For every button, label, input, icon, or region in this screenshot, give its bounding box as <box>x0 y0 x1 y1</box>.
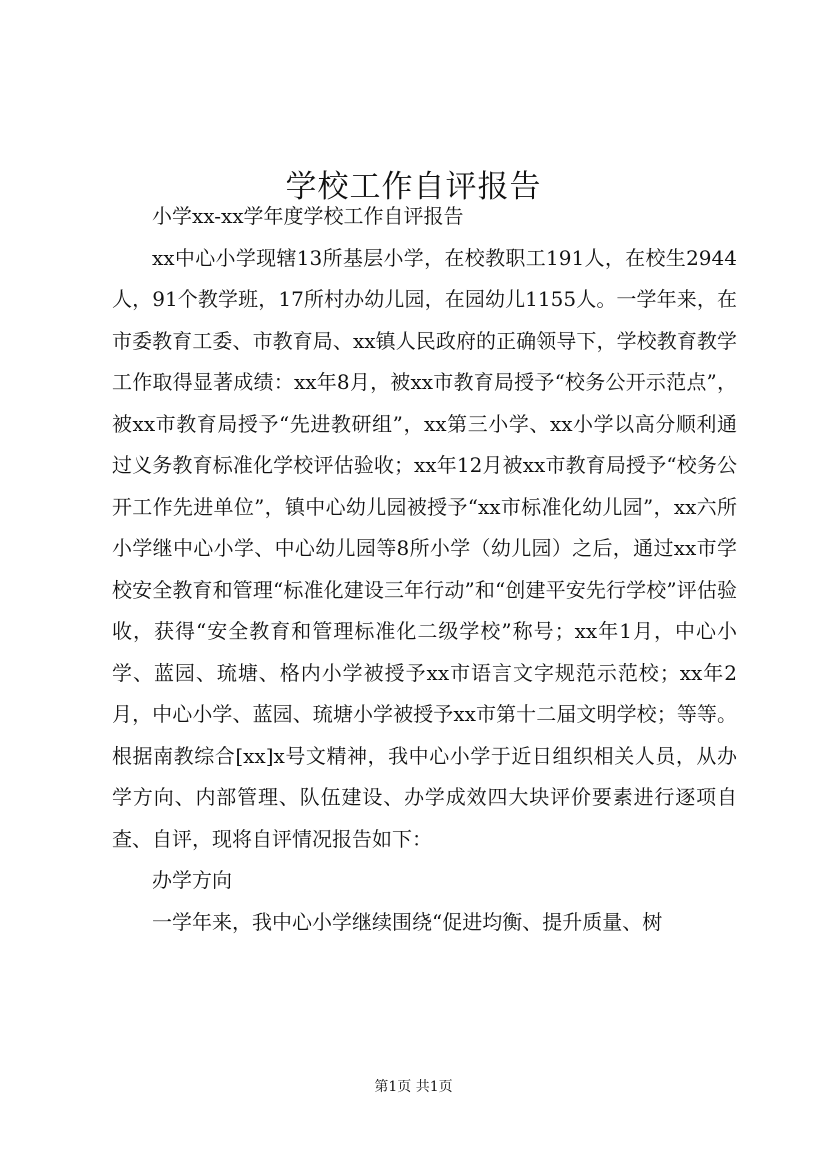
document-body <box>112 196 737 943</box>
intro-paragraph: xx中心小学现辖13所基层小学，在校教职工191人，在校生2944人，91个教学班，17所村办幼儿园，在园幼儿1155人。一学年来，在市委教育工委、市教育局、xx镇人民政府的正确领导下，学校教育教学工作取得显著成绩：xx年8月，被xx市教育局授予“校务公开示范点”，被xx市教育局授予“先进教研组”，xx第三小学、xx小学以高分顺利通过义务教育标准化学校评估验收；xx年12月被xx市教育局授予“校务公开工作先进单位”，镇中心幼儿园被授予“xx市标准化幼儿园”，xx六所小学继中心小学、中心幼儿园等8所小学（幼儿园）之后，通过xx市学校安全教育和管理“标准化建设三年行动”和“创建平安先行学校”评估验收，获得“安全教育和管理标准化二级学校”称号；xx年1月，中心小学、蓝园、琉塘、格内小学被授予xx市语言文字规范示范校；xx年2月，中心小学、蓝园、琉塘小学被授予xx市第十二届文明学校；等等。根据南教综合[xx]x号文精神，我中心小学于近日组织相关人员，从办学方向、内部管理、队伍建设、办学成效四大块评价要素进行逐项自查、自评，现将自评情况报告如下： <box>112 245 737 851</box>
document-title: 学校工作自评报告 <box>285 168 542 205</box>
section-heading: 办学方向 <box>152 868 232 892</box>
section-paragraph: 一学年来，我中心小学继续围绕“促进均衡、提升质量、树 <box>152 909 663 934</box>
page-number-footer: 第1页 共1页 <box>374 1079 453 1095</box>
subtitle-paragraph: 小学xx-xx学年度学校工作自评报告 <box>152 204 464 228</box>
